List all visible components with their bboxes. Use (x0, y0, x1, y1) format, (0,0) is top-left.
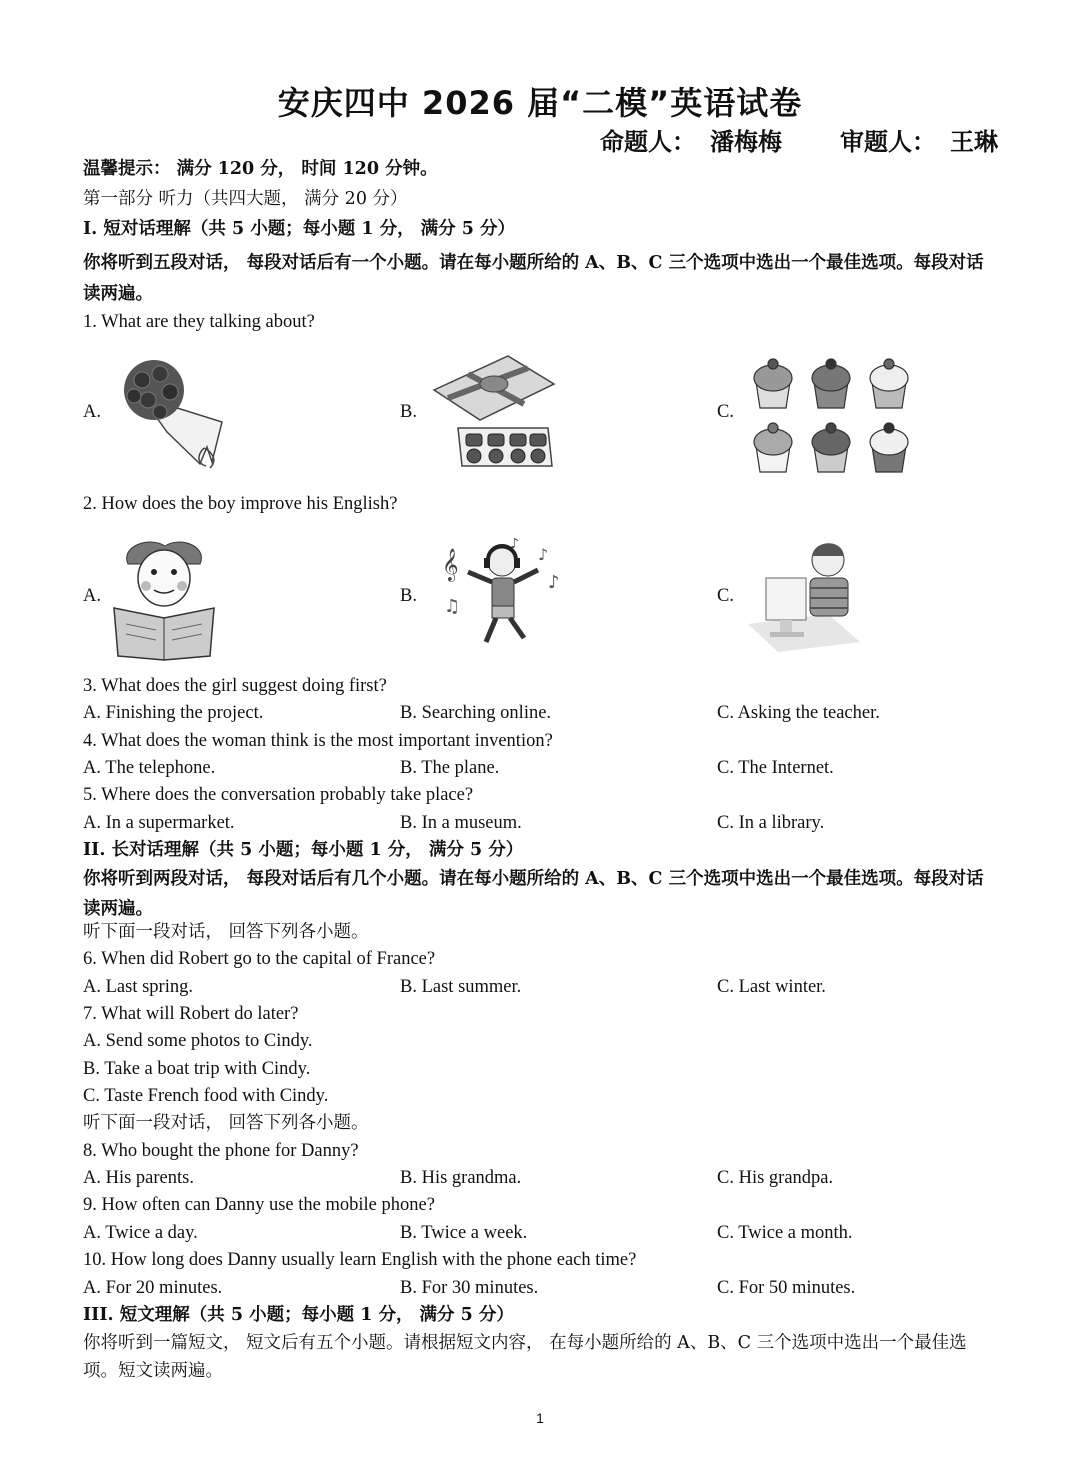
question-3-stem: 3. What does the girl suggest doing first? (83, 676, 387, 696)
section-one-heading: I. 短对话理解（共 5 小题；每小题 1 分， 满分 5 分） (83, 219, 516, 239)
section-one-instruction: 你将听到五段对话， 每段对话后有一个小题。请在每小题所给的 A、B、C 三个选项中选出一个最佳选项。每段对话读两遍。 (83, 253, 984, 304)
question-5-stem: 5. Where does the conversation probably take place? (83, 785, 474, 805)
q9-option-c: C. Twice a month. (717, 1223, 853, 1243)
q6-option-b: B. Last summer. (400, 977, 522, 997)
q10-option-a: A. For 20 minutes. (83, 1278, 223, 1298)
q3-option-c: C. Asking the teacher. (717, 703, 880, 723)
q4-option-a: A. The telephone. (83, 758, 216, 778)
svg-text:♪: ♪ (538, 545, 549, 564)
question-2-stem: 2. How does the boy improve his English? (83, 494, 398, 514)
q10-option-b: B. For 30 minutes. (400, 1278, 539, 1298)
q2-option-a-label: A. (83, 586, 101, 606)
question-8-stem: 8. Who bought the phone for Danny? (83, 1141, 359, 1161)
q5-option-a: A. In a supermarket. (83, 813, 235, 833)
page-title: 安庆四中 2026 届“二模”英语试卷 (277, 84, 803, 122)
q7-option-b: B. Take a boat trip with Cindy. (83, 1059, 311, 1079)
section-two-heading: II. 长对话理解（共 5 小题；每小题 1 分， 满分 5 分） (83, 840, 524, 860)
q9-option-a: A. Twice a day. (83, 1223, 198, 1243)
q3-option-a: A. Finishing the project. (83, 703, 264, 723)
q6-option-c: C. Last winter. (717, 977, 826, 997)
cupcakes-icon (750, 350, 915, 475)
q8-option-a: A. His parents. (83, 1168, 194, 1188)
q5-option-b: B. In a museum. (400, 813, 522, 833)
q5-option-c: C. In a library. (717, 813, 825, 833)
question-7-stem: 7. What will Robert do later? (83, 1004, 299, 1024)
listening-music-icon (438, 538, 568, 653)
q2-option-b-label: B. (400, 586, 417, 606)
q10-option-c: C. For 50 minutes. (717, 1278, 856, 1298)
listen-prompt-2: 听下面一段对话， 回答下列各小题。 (83, 1113, 369, 1133)
q1-option-a-label: A. (83, 402, 101, 422)
q9-option-b: B. Twice a week. (400, 1223, 528, 1243)
section-three-heading: III. 短文理解（共 5 小题；每小题 1 分， 满分 5 分） (83, 1305, 514, 1325)
q3-option-b: B. Searching online. (400, 703, 552, 723)
question-1-stem: 1. What are they talking about? (83, 312, 315, 332)
chocolate-box-icon (428, 350, 556, 472)
notice: 温馨提示： 满分 120 分， 时间 120 分钟。 (83, 159, 438, 179)
q2-option-c-label: C. (717, 586, 734, 606)
using-computer-icon (748, 538, 860, 656)
part-one-heading: 第一部分 听力（共四大题， 满分 20 分） (83, 189, 408, 209)
question-9-stem: 9. How often can Danny use the mobile phone? (83, 1195, 435, 1215)
q6-option-a: A. Last spring. (83, 977, 193, 997)
reading-book-icon (110, 538, 220, 663)
q7-option-a: A. Send some photos to Cindy. (83, 1031, 313, 1051)
listen-prompt-1: 听下面一段对话， 回答下列各小题。 (83, 922, 369, 942)
reviewer-label: 审题人： (840, 128, 936, 156)
q7-option-c: C. Taste French food with Cindy. (83, 1086, 329, 1106)
author-line (586, 122, 998, 157)
q8-option-c: C. His grandpa. (717, 1168, 834, 1188)
setter-label: 命题人： (600, 128, 696, 156)
bouquet-icon (112, 352, 247, 470)
svg-text:𝄞: 𝄞 (442, 548, 459, 581)
q1-option-b-label: B. (400, 402, 417, 422)
section-two-instruction: 你将听到两段对话， 每段对话后有几个小题。请在每小题所给的 A、B、C 三个选项中选出一个最佳选项。每段对话读两遍。 (83, 869, 984, 919)
svg-text:♪: ♪ (548, 572, 560, 593)
q4-option-b: B. The plane. (400, 758, 500, 778)
q4-option-c: C. The Internet. (717, 758, 834, 778)
question-4-stem: 4. What does the woman think is the most important invention? (83, 731, 553, 751)
q8-option-b: B. His grandma. (400, 1168, 522, 1188)
q1-option-c-label: C. (717, 402, 734, 422)
svg-text:♪: ♪ (510, 538, 519, 552)
setter-name: 潘梅梅 (710, 128, 782, 156)
section-three-instruction: 你将听到一篇短文， 短文后有五个小题。请根据短文内容， 在每小题所给的 A、B、C 三个选项中选出一个最佳选项。短文读两遍。 (83, 1333, 967, 1381)
svg-text:♫: ♫ (444, 596, 461, 617)
question-6-stem: 6. When did Robert go to the capital of France? (83, 949, 436, 969)
question-10-stem: 10. How long does Danny usually learn English with the phone each time? (83, 1250, 637, 1270)
page-number: 1 (536, 1410, 544, 1426)
reviewer-name: 王琳 (950, 128, 998, 156)
